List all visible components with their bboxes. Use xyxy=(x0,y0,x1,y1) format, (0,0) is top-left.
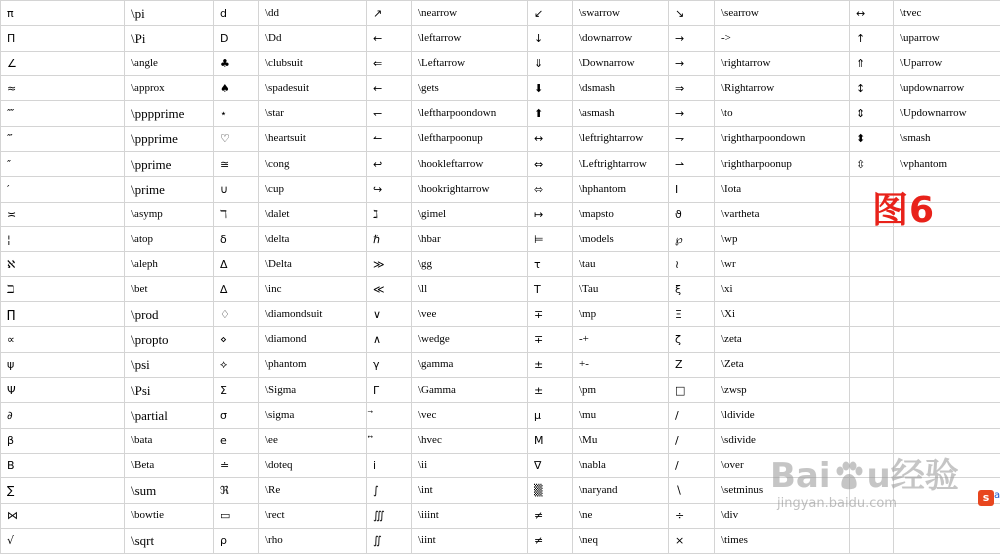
symbol-cell: D xyxy=(214,26,259,51)
watermark-logo: Bai u经验 xyxy=(770,448,959,497)
symbol-cell: ⋈ xyxy=(1,503,125,528)
command-cell: \smash xyxy=(894,126,1000,151)
symbol-cell: ′ xyxy=(1,177,125,202)
command-cell: \Mu xyxy=(573,428,669,453)
command-cell: \bowtie xyxy=(125,503,214,528)
symbol-cell: ⋆ xyxy=(214,101,259,126)
command-cell: -> xyxy=(715,26,850,51)
symbol-cell: ℸ xyxy=(214,202,259,227)
symbol-cell: β xyxy=(1,428,125,453)
command-cell: \rightharpoonup xyxy=(715,151,850,176)
symbol-cell: ξ xyxy=(669,277,715,302)
table-row xyxy=(1,151,1000,176)
command-cell: \rho xyxy=(259,528,367,553)
symbol-cell: ♠ xyxy=(214,76,259,101)
symbol-cell: ↽ xyxy=(367,101,412,126)
command-cell: \delta xyxy=(259,227,367,252)
symbol-cell: ⬆ xyxy=(528,101,573,126)
symbol-cell: ℜ xyxy=(214,478,259,503)
command-cell: \ll xyxy=(412,277,528,302)
symbol-cell: Τ xyxy=(528,277,573,302)
symbol-cell: ∖ xyxy=(669,478,715,503)
symbol-cell xyxy=(850,403,894,428)
symbol-cell: ≪ xyxy=(367,277,412,302)
command-cell: \pm xyxy=(573,378,669,403)
table-row xyxy=(1,76,1000,101)
command-cell: \mapsto xyxy=(573,202,669,227)
command-cell: \int xyxy=(412,478,528,503)
symbol-cell: ⇀ xyxy=(669,151,715,176)
command-cell: \tau xyxy=(573,252,669,277)
command-cell xyxy=(894,403,1000,428)
command-cell: \pppprime xyxy=(125,101,214,126)
paw-icon xyxy=(833,461,865,491)
symbol-cell xyxy=(850,327,894,352)
symbol-cell xyxy=(850,378,894,403)
command-cell: \spadesuit xyxy=(259,76,367,101)
symbol-cell: d xyxy=(214,1,259,26)
symbol-cell: ± xyxy=(528,352,573,377)
symbol-cell: ≅ xyxy=(214,151,259,176)
symbol-cell: ♣ xyxy=(214,51,259,76)
symbol-cell xyxy=(850,277,894,302)
symbol-cell: ∇ xyxy=(528,453,573,478)
command-cell: \sum xyxy=(125,478,214,503)
command-cell: \leftrightarrow xyxy=(573,126,669,151)
command-cell: \setminus xyxy=(715,478,850,503)
symbol-cell: ∂ xyxy=(1,403,125,428)
command-cell: \over xyxy=(715,453,850,478)
command-cell: \wp xyxy=(715,227,850,252)
command-cell: \leftarrow xyxy=(412,26,528,51)
command-cell: \wedge xyxy=(412,327,528,352)
command-cell: \Updownarrow xyxy=(894,101,1000,126)
symbol-cell: ∝ xyxy=(1,327,125,352)
command-cell: \Dd xyxy=(259,26,367,51)
symbol-cell: ∓ xyxy=(528,302,573,327)
symbol-cell: ∏ xyxy=(1,302,125,327)
symbol-cell: τ xyxy=(528,252,573,277)
command-cell: \doteq xyxy=(259,453,367,478)
symbol-cell: ∭ xyxy=(367,503,412,528)
symbol-cell: δ xyxy=(214,227,259,252)
command-cell: \dsmash xyxy=(573,76,669,101)
command-cell: \zwsp xyxy=(715,378,850,403)
symbol-cell: □ xyxy=(669,378,715,403)
table-row xyxy=(1,101,1000,126)
symbol-cell: / xyxy=(669,428,715,453)
command-cell: \to xyxy=(715,101,850,126)
command-cell: \models xyxy=(573,227,669,252)
command-cell: \swarrow xyxy=(573,1,669,26)
symbol-cell: ↔ xyxy=(850,1,894,26)
symbol-cell: Σ xyxy=(214,378,259,403)
table-row xyxy=(1,126,1000,151)
symbol-cell: ← xyxy=(367,26,412,51)
symbol-cell: σ xyxy=(214,403,259,428)
side-badge-text: a xyxy=(994,490,1000,501)
symbol-cell: ↔ xyxy=(528,126,573,151)
command-cell: \approx xyxy=(125,76,214,101)
symbol-cell: ≠ xyxy=(528,503,573,528)
command-cell: \hookrightarrow xyxy=(412,177,528,202)
command-cell: \mu xyxy=(573,403,669,428)
symbol-cell: ▭ xyxy=(214,503,259,528)
command-cell: \Downarrow xyxy=(573,51,669,76)
symbol-cell: ∫ xyxy=(367,478,412,503)
symbol-cell: Ζ xyxy=(669,352,715,377)
command-cell xyxy=(894,503,1000,528)
figure-label: 图6 xyxy=(872,182,935,233)
symbol-cell: ∧ xyxy=(367,327,412,352)
command-cell: \hphantom xyxy=(573,177,669,202)
command-cell: \Re xyxy=(259,478,367,503)
table-row xyxy=(1,277,1000,302)
command-cell: \Xi xyxy=(715,302,850,327)
symbol-cell: → xyxy=(669,26,715,51)
command-cell: \Gamma xyxy=(412,378,528,403)
symbol-cell: / xyxy=(669,403,715,428)
symbol-cell xyxy=(367,403,412,428)
symbol-cell: i xyxy=(367,453,412,478)
command-cell: \gamma xyxy=(412,352,528,377)
symbol-cell: ⁗ xyxy=(1,101,125,126)
symbol-cell: ↗ xyxy=(367,1,412,26)
symbol-cell: Μ xyxy=(528,428,573,453)
command-cell: \phantom xyxy=(259,352,367,377)
table-row xyxy=(1,227,1000,252)
symbol-cell: ↙ xyxy=(528,1,573,26)
symbol-cell: ℘ xyxy=(669,227,715,252)
symbol-cell: ⇑ xyxy=(850,51,894,76)
command-cell: \ii xyxy=(412,453,528,478)
command-cell: \sdivide xyxy=(715,428,850,453)
symbol-cell: ⇐ xyxy=(367,51,412,76)
command-cell: \gg xyxy=(412,252,528,277)
symbol-cell: ≈ xyxy=(1,76,125,101)
symbol-cell: ∬ xyxy=(367,528,412,553)
command-cell: \Pi xyxy=(125,26,214,51)
symbol-cell: μ xyxy=(528,403,573,428)
symbol-cell: ⬄ xyxy=(528,177,573,202)
command-cell: \rightharpoondown xyxy=(715,126,850,151)
command-cell: \prod xyxy=(125,302,214,327)
command-cell: \xi xyxy=(715,277,850,302)
symbol-cell: ⟡ xyxy=(214,352,259,377)
command-cell: \vee xyxy=(412,302,528,327)
symbol-cell: ≐ xyxy=(214,453,259,478)
command-cell: \nearrow xyxy=(412,1,528,26)
symbol-cell: ≀ xyxy=(669,252,715,277)
symbol-cell: ⋄ xyxy=(214,327,259,352)
table-row xyxy=(1,1,1000,26)
command-cell: \searrow xyxy=(715,1,850,26)
command-cell xyxy=(894,277,1000,302)
table-row xyxy=(1,403,1000,428)
command-cell: \hookleftarrow xyxy=(412,151,528,176)
symbol-cell: Ψ xyxy=(1,378,125,403)
watermark-url: jingyan.baidu.com xyxy=(777,496,897,511)
command-cell: \cup xyxy=(259,177,367,202)
symbol-cell: ρ xyxy=(214,528,259,553)
command-cell xyxy=(894,252,1000,277)
command-cell: \Delta xyxy=(259,252,367,277)
command-cell: \neq xyxy=(573,528,669,553)
symbol-cell: ↦ xyxy=(528,202,573,227)
command-cell: -+ xyxy=(573,327,669,352)
command-cell: \Sigma xyxy=(259,378,367,403)
table-row xyxy=(1,51,1000,76)
symbol-cell: ⇳ xyxy=(850,151,894,176)
symbol-cell: ∪ xyxy=(214,177,259,202)
command-cell: \wr xyxy=(715,252,850,277)
symbol-cell: ⊨ xyxy=(528,227,573,252)
command-cell: \Beta xyxy=(125,453,214,478)
symbol-cell: ÷ xyxy=(669,503,715,528)
command-cell: \diamondsuit xyxy=(259,302,367,327)
command-cell: \asymp xyxy=(125,202,214,227)
command-cell: \Tau xyxy=(573,277,669,302)
command-cell: \Rightarrow xyxy=(715,76,850,101)
command-cell: \sqrt xyxy=(125,528,214,553)
symbol-cell: ℵ xyxy=(1,252,125,277)
command-cell: \cong xyxy=(259,151,367,176)
symbol-cell: ℶ xyxy=(1,277,125,302)
symbol-cell: ↓ xyxy=(528,26,573,51)
command-cell xyxy=(894,378,1000,403)
command-cell xyxy=(894,352,1000,377)
symbol-cell: ↩ xyxy=(367,151,412,176)
command-cell: \ne xyxy=(573,503,669,528)
table-row xyxy=(1,352,1000,377)
symbol-cell: e xyxy=(214,428,259,453)
symbol-cell: ⬇ xyxy=(528,76,573,101)
command-cell: \vec xyxy=(412,403,528,428)
command-cell: \tvec xyxy=(894,1,1000,26)
command-cell: \ee xyxy=(259,428,367,453)
command-cell: \naryand xyxy=(573,478,669,503)
command-cell: \dalet xyxy=(259,202,367,227)
symbol-cell: → xyxy=(669,51,715,76)
command-cell: \gets xyxy=(412,76,528,101)
command-cell: \Iota xyxy=(715,177,850,202)
table-row xyxy=(1,252,1000,277)
command-cell: \Leftrightarrow xyxy=(573,151,669,176)
command-cell: \rightarrow xyxy=(715,51,850,76)
symbol-cell: ∆ xyxy=(214,277,259,302)
symbol-cell: ↕ xyxy=(850,76,894,101)
command-cell: \heartsuit xyxy=(259,126,367,151)
table-row xyxy=(1,202,1000,227)
symbol-cell: ⇔ xyxy=(528,151,573,176)
command-cell: \leftharpoondown xyxy=(412,101,528,126)
symbol-cell: ∓ xyxy=(528,327,573,352)
command-cell: \bet xyxy=(125,277,214,302)
command-cell: \asmash xyxy=(573,101,669,126)
table-row xyxy=(1,302,1000,327)
command-cell: \uparrow xyxy=(894,26,1000,51)
symbol-cell: Β xyxy=(1,453,125,478)
symbol-cell: ∠ xyxy=(1,51,125,76)
symbol-cell: ⇁ xyxy=(669,126,715,151)
symbol-cell: ≫ xyxy=(367,252,412,277)
command-cell: \zeta xyxy=(715,327,850,352)
symbol-cell: √ xyxy=(1,528,125,553)
symbol-cell: ⇕ xyxy=(850,101,894,126)
symbol-cell xyxy=(367,428,412,453)
symbol-cell xyxy=(850,302,894,327)
symbol-cell: ‴ xyxy=(1,126,125,151)
command-cell: \ppprime xyxy=(125,126,214,151)
command-cell: \nabla xyxy=(573,453,669,478)
command-cell: \propto xyxy=(125,327,214,352)
command-cell: +- xyxy=(573,352,669,377)
command-cell: \diamond xyxy=(259,327,367,352)
symbol-cell: ¦ xyxy=(1,227,125,252)
command-cell: \pprime xyxy=(125,151,214,176)
symbol-cell: Γ xyxy=(367,378,412,403)
command-cell: \hvec xyxy=(412,428,528,453)
command-cell: \downarrow xyxy=(573,26,669,51)
symbol-cell: ζ xyxy=(669,327,715,352)
symbol-cell: ⬍ xyxy=(850,126,894,151)
symbol-cell xyxy=(850,528,894,553)
table-row xyxy=(1,378,1000,403)
command-cell: \iint xyxy=(412,528,528,553)
command-cell: \pi xyxy=(125,1,214,26)
symbol-cell: ⇓ xyxy=(528,51,573,76)
symbol-cell: ↼ xyxy=(367,126,412,151)
command-cell: \prime xyxy=(125,177,214,202)
command-cell: \Leftarrow xyxy=(412,51,528,76)
command-cell xyxy=(894,528,1000,553)
command-cell: \partial xyxy=(125,403,214,428)
command-cell: \times xyxy=(715,528,850,553)
symbol-cell: Π xyxy=(1,26,125,51)
symbol-cell: ∑ xyxy=(1,478,125,503)
symbol-cell: Ξ xyxy=(669,302,715,327)
command-cell xyxy=(894,327,1000,352)
command-cell xyxy=(894,302,1000,327)
command-cell: \gimel xyxy=(412,202,528,227)
symbol-cell: → xyxy=(669,101,715,126)
symbol-cell: ↘ xyxy=(669,1,715,26)
table-row xyxy=(1,26,1000,51)
command-cell: \div xyxy=(715,503,850,528)
symbol-cell: ↪ xyxy=(367,177,412,202)
command-cell: \vphantom xyxy=(894,151,1000,176)
command-cell: \Psi xyxy=(125,378,214,403)
symbol-cell: ≠ xyxy=(528,528,573,553)
command-cell: \updownarrow xyxy=(894,76,1000,101)
symbol-cell: × xyxy=(669,528,715,553)
command-cell: \inc xyxy=(259,277,367,302)
symbol-cell xyxy=(850,252,894,277)
command-cell: \leftharpoonup xyxy=(412,126,528,151)
table-row xyxy=(1,528,1000,553)
command-cell: \atop xyxy=(125,227,214,252)
command-cell: \angle xyxy=(125,51,214,76)
symbol-cell: ↑ xyxy=(850,26,894,51)
symbol-cell: Ι xyxy=(669,177,715,202)
symbol-cell: ♢ xyxy=(214,302,259,327)
table-row xyxy=(1,327,1000,352)
command-cell: \mp xyxy=(573,302,669,327)
symbol-cell: γ xyxy=(367,352,412,377)
symbol-cell: ϑ xyxy=(669,202,715,227)
symbol-cell: Δ xyxy=(214,252,259,277)
command-cell: \ldivide xyxy=(715,403,850,428)
command-cell: \rect xyxy=(259,503,367,528)
sogou-icon[interactable]: s xyxy=(978,490,994,506)
symbol-cell: ♡ xyxy=(214,126,259,151)
symbol-cell: π xyxy=(1,1,125,26)
symbol-cell: ψ xyxy=(1,352,125,377)
symbol-cell xyxy=(850,352,894,377)
table-row xyxy=(1,177,1000,202)
command-cell: \aleph xyxy=(125,252,214,277)
symbol-cell: ≍ xyxy=(1,202,125,227)
command-cell: \star xyxy=(259,101,367,126)
command-cell: \iiint xyxy=(412,503,528,528)
command-cell: \dd xyxy=(259,1,367,26)
symbol-cell: ▒ xyxy=(528,478,573,503)
symbol-cell: / xyxy=(669,453,715,478)
command-cell: \Uparrow xyxy=(894,51,1000,76)
symbol-cell: ⇒ xyxy=(669,76,715,101)
command-cell: \clubsuit xyxy=(259,51,367,76)
symbol-cell: ″ xyxy=(1,151,125,176)
command-cell: \vartheta xyxy=(715,202,850,227)
symbol-cell: ← xyxy=(367,76,412,101)
command-cell: \bata xyxy=(125,428,214,453)
command-cell: \sigma xyxy=(259,403,367,428)
command-cell: \Zeta xyxy=(715,352,850,377)
symbol-cell: ∨ xyxy=(367,302,412,327)
command-cell: \hbar xyxy=(412,227,528,252)
symbol-cell: ℷ xyxy=(367,202,412,227)
symbol-cell: ± xyxy=(528,378,573,403)
symbol-cell: ℏ xyxy=(367,227,412,252)
command-cell: \psi xyxy=(125,352,214,377)
